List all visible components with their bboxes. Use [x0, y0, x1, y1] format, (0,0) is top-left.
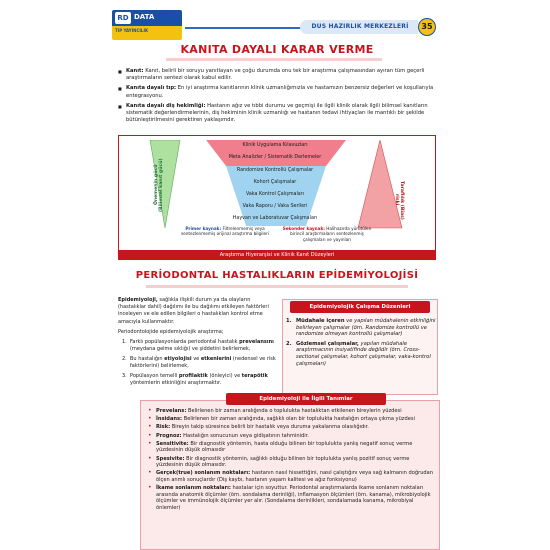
bias-axis-label: Taraflılık (Bias) riski	[394, 180, 404, 220]
logo-mark: RD	[115, 12, 131, 24]
figure-caption: Araştırma Hiyerarşisi ve Klinik Kanıt Düzeyleri	[118, 250, 436, 260]
definition-item: • Gerçek(true) sonlanım noktaları: hastanın nasıl hissettiğini, nasıl çalıştığını veya sağ kalmanın doğrudan ölçen anmlı sonuçlardır (Diş kaybı, hastanın yaşam kalitesi ve ağız fonksiyonu)	[146, 470, 436, 483]
publisher-logo	[112, 10, 182, 40]
pyramid-level: Meta Analizler / Sistematik Derlemeler	[228, 155, 322, 160]
section-underline	[146, 285, 408, 288]
pyramid-level: Kohort Çalışmalar	[253, 180, 297, 185]
page-number: 35	[418, 18, 436, 36]
study-design-title: Epidemiyolojik Çalışma Düzenleri	[290, 301, 430, 313]
pyramid-level: Hayvan ve Laboratuvar Çalışmaları	[232, 216, 318, 221]
primary-source-note: Primer kaynak: Filtrelenmemiş veya sentezlenmemiş orijinal araştırma bilgileri	[180, 226, 270, 237]
bullet-item: ■ Kanıt: Kanıt, belirli bir soruyu yanıtlayan ve çoğu durumda onu tek bir araştırma çalışmasından ayıran tüm geçerli araştırmaların sentezi olarak kabul edilir.	[118, 68, 436, 83]
study-lead: Periodontolojide epidemiyolojik araştırma;	[118, 328, 224, 335]
pyramid-level: Vaka Kontrol Çalışmaları	[245, 192, 305, 197]
section-underline	[166, 58, 382, 61]
section-title-epidemiology: PERİODONTAL HASTALIKLARIN EPİDEMİYOLOJİSİ	[135, 270, 419, 281]
definition-item: • İkame sonlanım noktaları: hastalar için soyuttur. Periodontal araştırmalarda ikame sonlanım noktaları arasında anatomik ölçümler (örn. sondalama derinliği), inflamasyon ölçümleri (örn. kanama), mikrobiyolojik ölçümler ve immünolojik ölçümler yer alır. (Sondalama derinlikleri, sondalamada kanama, mikrobiyal önlemler)	[146, 485, 436, 511]
pyramid-level: Vaka Raporu / Vaka Serileri	[242, 204, 308, 209]
pyramid-level: Randomize Kontrollü Çalışmalar	[236, 168, 314, 173]
list-item: 2. Bu hastalığın etiyolojisi ve etkenlerini (nedensel ve risk faktörlerini) belirlemek,	[122, 355, 276, 370]
logo-subtext: TIP YAYINCILIK	[115, 28, 149, 33]
intro-paragraph: Epidemiyoloji, sağlıkla ilişkili durum ya da olayların (hastalıklar dahil) dağılımı ile bu dağılımı etkileyen faktörleri inceleyen ve ele edilen bilgileri o hastalıkları kontrol etme amacıyla kullanmaktır.	[118, 297, 269, 325]
definition-item: • Prevelans: Belirlenen bir zaman aralığında o toplulukta hastalıktan etkilenen bireylerin yüzdesi	[146, 408, 436, 415]
evidence-bullets	[118, 68, 436, 127]
running-header: DUS HAZIRLIK MERKEZLERİ	[311, 23, 409, 30]
definition-item: • Sensitivite: Bir diagnostik yöntemin, hasta olduğu bilinen bir toplulukta yanlış negatif sonuç verme yüzdesinin düşük olmasıdır	[146, 441, 436, 454]
definitions-title: Epidemiyoloji ile İlgili Tanımlar	[226, 393, 386, 405]
strength-axis-label: Önemenin gücü (Bilimsel kanıt gücü)	[154, 158, 164, 212]
section-title-evidence: KANITA DAYALI KARAR VERME	[180, 43, 374, 56]
bullet-item: ■ Kanıta dayalı tıp: En iyi araştırma kanıtlarının klinik uzmanlığımızla ve hastamızın benzersiz değerleri ve koşullarıyla entegrasyonu.	[118, 85, 436, 100]
bullet-item: ■ Kanıta dayalı diş hekimliği: Hastanın ağız ve tıbbi durumu ve geçmişi ile ilgili klinik olarak ilgili bilimsel kanıtların sistematik değerlendirmelerinin, diş hekiminin klinik uzmanlığı ve hastanın tedavi ihtiyaçları ile mantıklı bir şekilde bütünleştirilmesini gerektiren yaklaşımdır.	[118, 103, 436, 125]
definition-item: • Prognoz: Hastalığın sonucunun veya gidişatının tahminidir.	[146, 433, 436, 440]
definitions-list	[146, 408, 436, 513]
study-aims-list	[122, 339, 278, 387]
definition-item: • İnsidans: Belirlenen bir zaman aralığında, sağlıklı olan bir toplulukta hastalığın ortaya çıkma yüzdesi	[146, 416, 436, 423]
list-item: 3. Popülasyon temelli profilaktik (önleyici) ve terapötik yöntemlerin etkinliğini araştırmaktır.	[122, 372, 268, 387]
list-item: 1. Müdahale içeren ve yapılan müdahalenin etkinliğini belirleyen çalışmalar (örn. Randomize kontrollü ve randomize olmayan kontrollü çalışmalar)	[286, 318, 436, 338]
definition-item: • Risk: Bireyin takip süresince belirli bir hastalık veya duruma yakalanma olasılığıdır.	[146, 424, 436, 431]
secondary-source-note: Sekonder kaynak: Halihazırda yürütülen birincil araştırmaların sentezlenmiş çalışmaları ve yayınları	[282, 226, 372, 242]
study-design-list	[286, 318, 436, 370]
pyramid-level: Klinik Uygulama Kılavuzları	[242, 143, 308, 148]
logo-text: DATA	[134, 13, 155, 21]
list-item: 2. Gözlemsel çalışmalar, yapılan müdahale araştırmacının insiyatifinde değildir (örn. Cross-sectional çalışmalar, kohort çalışmalar, vaka-kontrol çalışmaları)	[286, 340, 431, 367]
definition-item: • Spesivite: Bir diagnostik yöntemin, sağlıklı olduğu bilinen bir toplulukta yanlış pozitif sonuç verme yüzdesinin düşük olmasıdır.	[146, 456, 436, 469]
list-item: 1. Farklı popülasyonlarda periodontal hastalık prevelansını (meydana gelme sıklığı) ve şiddetini belirlemek,	[122, 339, 274, 353]
epidemiology-intro	[118, 297, 278, 390]
